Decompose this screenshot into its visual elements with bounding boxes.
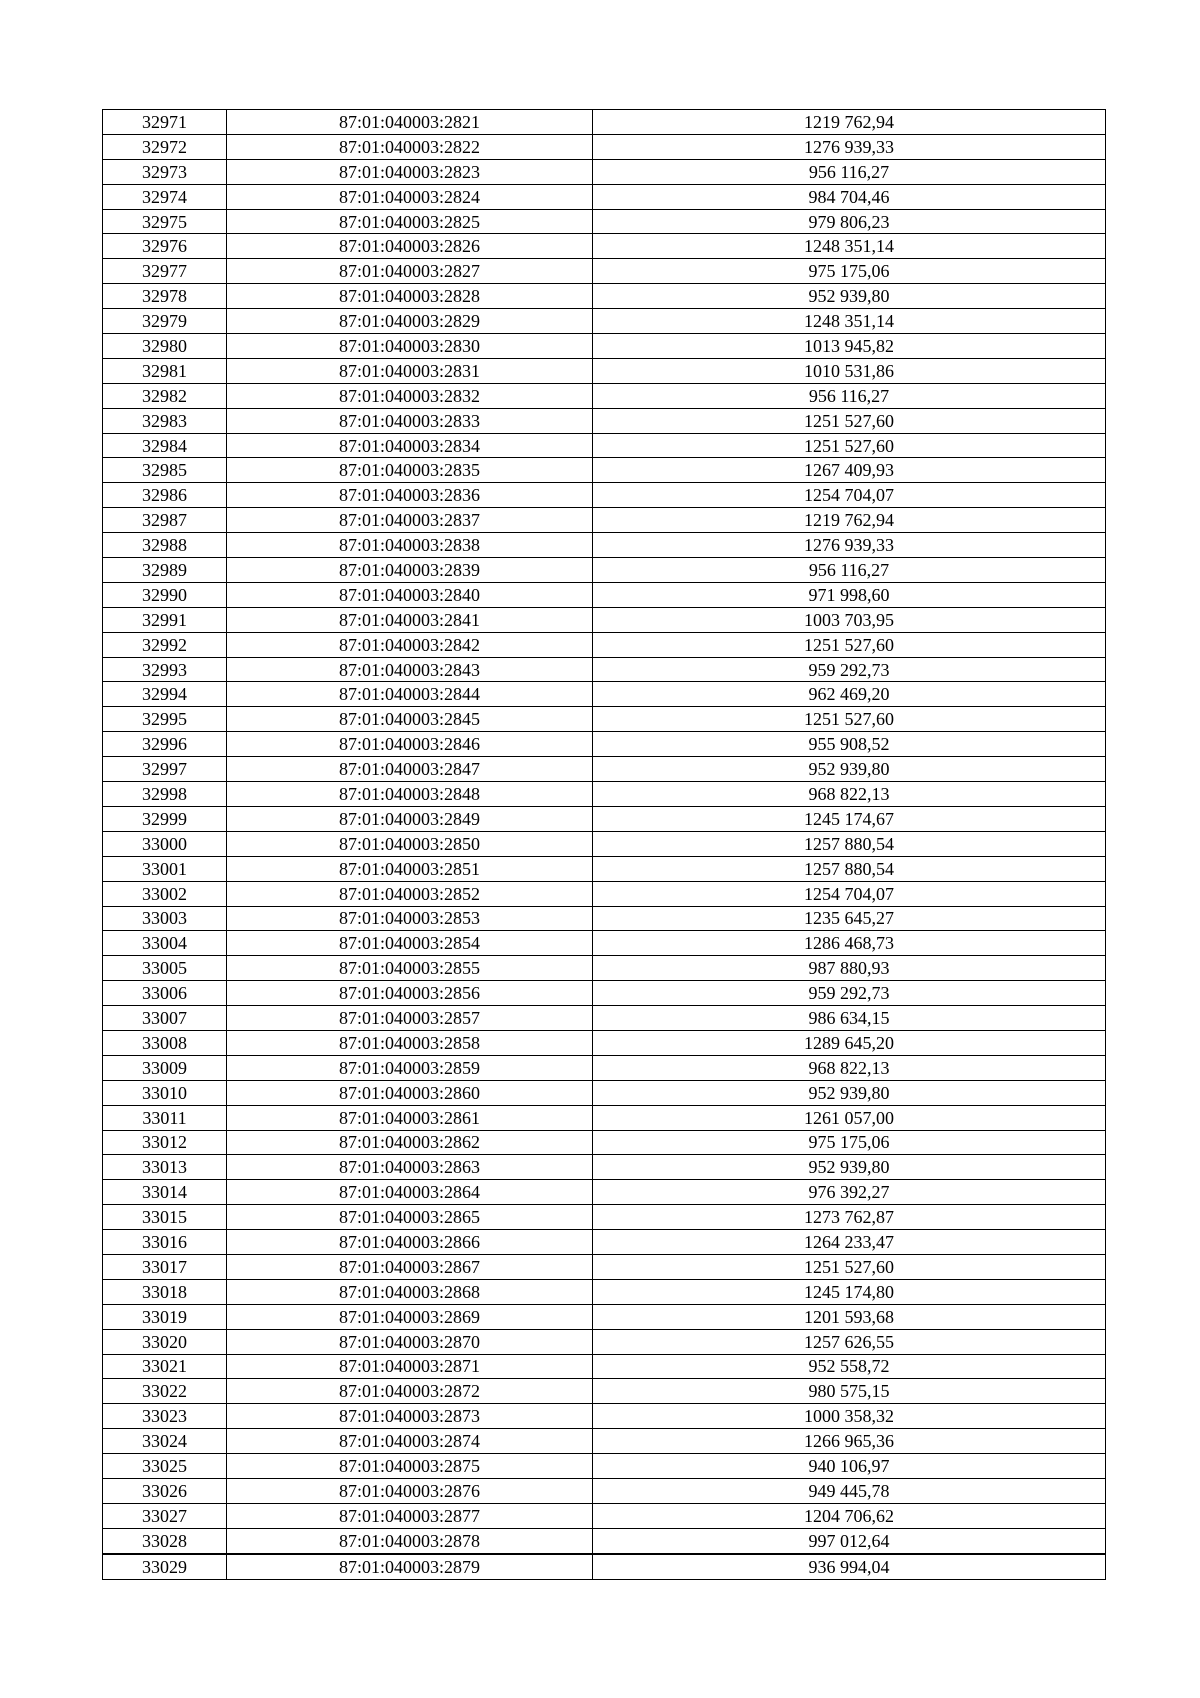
table-row <box>103 110 1106 135</box>
cadastral-number-cell: 87:01:040003:2839 <box>227 558 593 583</box>
table-row <box>103 707 1106 732</box>
table-row <box>103 1254 1106 1279</box>
cadastral-value-cell: 955 908,52 <box>593 732 1106 757</box>
cadastral-value-cell: 1204 706,62 <box>593 1503 1106 1528</box>
row-number-cell: 33013 <box>103 1155 227 1180</box>
row-number-cell: 33029 <box>103 1554 227 1579</box>
cadastral-value-cell: 1248 351,14 <box>593 309 1106 334</box>
row-number-cell: 32980 <box>103 334 227 359</box>
row-number-cell: 32976 <box>103 234 227 259</box>
cadastral-number-cell: 87:01:040003:2870 <box>227 1329 593 1354</box>
cadastral-number-cell: 87:01:040003:2832 <box>227 383 593 408</box>
row-number-cell: 32984 <box>103 433 227 458</box>
cadastral-value-cell: 952 939,80 <box>593 1155 1106 1180</box>
row-number-cell: 33023 <box>103 1404 227 1429</box>
cadastral-number-cell: 87:01:040003:2871 <box>227 1354 593 1379</box>
cadastral-value-cell: 1000 358,32 <box>593 1404 1106 1429</box>
cadastral-value-cell: 952 939,80 <box>593 757 1106 782</box>
cadastral-value-cell: 1245 174,80 <box>593 1279 1106 1304</box>
table-row <box>103 383 1106 408</box>
table-row <box>103 1554 1106 1579</box>
cadastral-number-cell: 87:01:040003:2825 <box>227 209 593 234</box>
cadastral-number-cell: 87:01:040003:2876 <box>227 1478 593 1503</box>
cadastral-number-cell: 87:01:040003:2848 <box>227 782 593 807</box>
table-row <box>103 1354 1106 1379</box>
row-number-cell: 33010 <box>103 1080 227 1105</box>
cadastral-value-cell: 971 998,60 <box>593 582 1106 607</box>
cadastral-number-cell: 87:01:040003:2840 <box>227 582 593 607</box>
table-row <box>103 1130 1106 1155</box>
row-number-cell: 33027 <box>103 1503 227 1528</box>
cadastral-number-cell: 87:01:040003:2868 <box>227 1279 593 1304</box>
table-row <box>103 508 1106 533</box>
table-row <box>103 806 1106 831</box>
table-row <box>103 682 1106 707</box>
table-row <box>103 1230 1106 1255</box>
row-number-cell: 33025 <box>103 1454 227 1479</box>
cadastral-number-cell: 87:01:040003:2864 <box>227 1180 593 1205</box>
row-number-cell: 33000 <box>103 831 227 856</box>
row-number-cell: 33016 <box>103 1230 227 1255</box>
row-number-cell: 33024 <box>103 1429 227 1454</box>
table-row <box>103 1528 1106 1553</box>
cadastral-value-cell: 1261 057,00 <box>593 1105 1106 1130</box>
row-number-cell: 33006 <box>103 981 227 1006</box>
table-row <box>103 1055 1106 1080</box>
cadastral-value-cell: 1257 880,54 <box>593 856 1106 881</box>
cadastral-value-cell: 956 116,27 <box>593 159 1106 184</box>
cadastral-number-cell: 87:01:040003:2877 <box>227 1503 593 1528</box>
table-row <box>103 259 1106 284</box>
row-number-cell: 32973 <box>103 159 227 184</box>
row-number-cell: 33022 <box>103 1379 227 1404</box>
row-number-cell: 32975 <box>103 209 227 234</box>
table-row <box>103 1030 1106 1055</box>
table-row <box>103 159 1106 184</box>
table-row <box>103 881 1106 906</box>
row-number-cell: 33021 <box>103 1354 227 1379</box>
cadastral-number-cell: 87:01:040003:2826 <box>227 234 593 259</box>
cadastral-number-cell: 87:01:040003:2865 <box>227 1205 593 1230</box>
table-row <box>103 931 1106 956</box>
cadastral-number-cell: 87:01:040003:2835 <box>227 458 593 483</box>
table-row <box>103 309 1106 334</box>
table-row <box>103 1105 1106 1130</box>
cadastral-number-cell: 87:01:040003:2859 <box>227 1055 593 1080</box>
row-number-cell: 33004 <box>103 931 227 956</box>
cadastral-value-cell: 1201 593,68 <box>593 1304 1106 1329</box>
row-number-cell: 32992 <box>103 632 227 657</box>
row-number-cell: 33002 <box>103 881 227 906</box>
row-number-cell: 32989 <box>103 558 227 583</box>
table-row <box>103 856 1106 881</box>
cadastral-number-cell: 87:01:040003:2828 <box>227 284 593 309</box>
cadastral-value-cell: 1266 965,36 <box>593 1429 1106 1454</box>
cadastral-value-cell: 1251 527,60 <box>593 632 1106 657</box>
row-number-cell: 32983 <box>103 408 227 433</box>
row-number-cell: 33018 <box>103 1279 227 1304</box>
row-number-cell: 32997 <box>103 757 227 782</box>
cadastral-value-cell: 956 116,27 <box>593 558 1106 583</box>
row-number-cell: 32982 <box>103 383 227 408</box>
cadastral-number-cell: 87:01:040003:2858 <box>227 1030 593 1055</box>
cadastral-value-cell: 997 012,64 <box>593 1528 1106 1553</box>
cadastral-number-cell: 87:01:040003:2834 <box>227 433 593 458</box>
cadastral-number-cell: 87:01:040003:2830 <box>227 334 593 359</box>
row-number-cell: 32985 <box>103 458 227 483</box>
cadastral-value-cell: 1251 527,60 <box>593 433 1106 458</box>
row-number-cell: 32996 <box>103 732 227 757</box>
cadastral-number-cell: 87:01:040003:2855 <box>227 956 593 981</box>
cadastral-number-cell: 87:01:040003:2827 <box>227 259 593 284</box>
row-number-cell: 32987 <box>103 508 227 533</box>
cadastral-value-cell: 952 558,72 <box>593 1354 1106 1379</box>
cadastral-value-cell: 987 880,93 <box>593 956 1106 981</box>
cadastral-number-cell: 87:01:040003:2844 <box>227 682 593 707</box>
cadastral-value-cell: 1257 880,54 <box>593 831 1106 856</box>
row-number-cell: 33011 <box>103 1105 227 1130</box>
cadastral-value-cell: 1251 527,60 <box>593 707 1106 732</box>
cadastral-number-cell: 87:01:040003:2853 <box>227 906 593 931</box>
table-row <box>103 1478 1106 1503</box>
table-row <box>103 632 1106 657</box>
cadastral-number-cell: 87:01:040003:2852 <box>227 881 593 906</box>
row-number-cell: 32978 <box>103 284 227 309</box>
cadastral-number-cell: 87:01:040003:2863 <box>227 1155 593 1180</box>
table-row <box>103 1080 1106 1105</box>
table-row <box>103 1329 1106 1354</box>
table-row <box>103 657 1106 682</box>
row-number-cell: 33007 <box>103 1006 227 1031</box>
cadastral-value-cell: 1219 762,94 <box>593 110 1106 135</box>
table-row <box>103 782 1106 807</box>
table-row <box>103 1205 1106 1230</box>
table-row <box>103 234 1106 259</box>
cadastral-number-cell: 87:01:040003:2831 <box>227 358 593 383</box>
cadastral-value-cell: 1251 527,60 <box>593 1254 1106 1279</box>
cadastral-value-cell: 986 634,15 <box>593 1006 1106 1031</box>
cadastral-value-cell: 956 116,27 <box>593 383 1106 408</box>
row-number-cell: 32971 <box>103 110 227 135</box>
cadastral-number-cell: 87:01:040003:2836 <box>227 483 593 508</box>
row-number-cell: 33003 <box>103 906 227 931</box>
table-row <box>103 533 1106 558</box>
cadastral-value-cell: 1273 762,87 <box>593 1205 1106 1230</box>
row-number-cell: 32981 <box>103 358 227 383</box>
cadastral-number-cell: 87:01:040003:2857 <box>227 1006 593 1031</box>
row-number-cell: 32990 <box>103 582 227 607</box>
cadastral-value-cell: 936 994,04 <box>593 1554 1106 1579</box>
table-row <box>103 1279 1106 1304</box>
table-row <box>103 184 1106 209</box>
table-body <box>103 110 1106 1580</box>
table-row <box>103 1429 1106 1454</box>
cadastral-number-cell: 87:01:040003:2869 <box>227 1304 593 1329</box>
table-row <box>103 607 1106 632</box>
row-number-cell: 32991 <box>103 607 227 632</box>
cadastral-number-cell: 87:01:040003:2821 <box>227 110 593 135</box>
row-number-cell: 33028 <box>103 1528 227 1553</box>
cadastral-number-cell: 87:01:040003:2862 <box>227 1130 593 1155</box>
cadastral-number-cell: 87:01:040003:2842 <box>227 632 593 657</box>
table-row <box>103 433 1106 458</box>
row-number-cell: 33019 <box>103 1304 227 1329</box>
cadastral-number-cell: 87:01:040003:2872 <box>227 1379 593 1404</box>
table-row <box>103 558 1106 583</box>
cadastral-number-cell: 87:01:040003:2823 <box>227 159 593 184</box>
cadastral-number-cell: 87:01:040003:2875 <box>227 1454 593 1479</box>
row-number-cell: 33020 <box>103 1329 227 1354</box>
cadastral-number-cell: 87:01:040003:2824 <box>227 184 593 209</box>
cadastral-value-cell: 975 175,06 <box>593 1130 1106 1155</box>
table-row <box>103 209 1106 234</box>
table-row <box>103 1304 1106 1329</box>
row-number-cell: 32999 <box>103 806 227 831</box>
cadastral-value-cell: 979 806,23 <box>593 209 1106 234</box>
cadastral-value-cell: 940 106,97 <box>593 1454 1106 1479</box>
cadastral-value-cell: 1276 939,33 <box>593 533 1106 558</box>
cadastral-number-cell: 87:01:040003:2822 <box>227 134 593 159</box>
cadastral-number-cell: 87:01:040003:2878 <box>227 1528 593 1553</box>
cadastral-value-cell: 976 392,27 <box>593 1180 1106 1205</box>
cadastral-number-cell: 87:01:040003:2879 <box>227 1554 593 1579</box>
cadastral-number-cell: 87:01:040003:2845 <box>227 707 593 732</box>
cadastral-value-cell: 1003 703,95 <box>593 607 1106 632</box>
cadastral-number-cell: 87:01:040003:2874 <box>227 1429 593 1454</box>
row-number-cell: 32988 <box>103 533 227 558</box>
row-number-cell: 33005 <box>103 956 227 981</box>
table-row <box>103 831 1106 856</box>
cadastral-value-cell: 1254 704,07 <box>593 483 1106 508</box>
table-row <box>103 134 1106 159</box>
cadastral-value-cell: 984 704,46 <box>593 184 1106 209</box>
cadastral-number-cell: 87:01:040003:2867 <box>227 1254 593 1279</box>
cadastral-value-cell: 1264 233,47 <box>593 1230 1106 1255</box>
row-number-cell: 32974 <box>103 184 227 209</box>
cadastral-number-cell: 87:01:040003:2833 <box>227 408 593 433</box>
cadastral-value-cell: 1248 351,14 <box>593 234 1106 259</box>
table-row <box>103 358 1106 383</box>
cadastral-value-cell: 975 175,06 <box>593 259 1106 284</box>
table-row <box>103 458 1106 483</box>
table-row <box>103 1155 1106 1180</box>
cadastral-value-cell: 1013 945,82 <box>593 334 1106 359</box>
cadastral-value-cell: 962 469,20 <box>593 682 1106 707</box>
cadastral-value-cell: 968 822,13 <box>593 782 1106 807</box>
row-number-cell: 32979 <box>103 309 227 334</box>
table-row <box>103 1180 1106 1205</box>
cadastral-number-cell: 87:01:040003:2861 <box>227 1105 593 1130</box>
table-row <box>103 1503 1106 1528</box>
table-row <box>103 1454 1106 1479</box>
table-row <box>103 408 1106 433</box>
table-row <box>103 981 1106 1006</box>
cadastral-value-cell: 949 445,78 <box>593 1478 1106 1503</box>
table-row <box>103 757 1106 782</box>
cadastral-number-cell: 87:01:040003:2851 <box>227 856 593 881</box>
row-number-cell: 32998 <box>103 782 227 807</box>
cadastral-value-table <box>102 109 1106 1580</box>
cadastral-number-cell: 87:01:040003:2849 <box>227 806 593 831</box>
row-number-cell: 33008 <box>103 1030 227 1055</box>
row-number-cell: 32972 <box>103 134 227 159</box>
table-row <box>103 956 1106 981</box>
row-number-cell: 33026 <box>103 1478 227 1503</box>
row-number-cell: 32993 <box>103 657 227 682</box>
row-number-cell: 33012 <box>103 1130 227 1155</box>
cadastral-number-cell: 87:01:040003:2860 <box>227 1080 593 1105</box>
cadastral-number-cell: 87:01:040003:2850 <box>227 831 593 856</box>
cadastral-value-cell: 1251 527,60 <box>593 408 1106 433</box>
cadastral-number-cell: 87:01:040003:2841 <box>227 607 593 632</box>
cadastral-number-cell: 87:01:040003:2837 <box>227 508 593 533</box>
table-row <box>103 284 1106 309</box>
table-row <box>103 906 1106 931</box>
cadastral-value-cell: 1276 939,33 <box>593 134 1106 159</box>
cadastral-value-cell: 1257 626,55 <box>593 1329 1106 1354</box>
row-number-cell: 33014 <box>103 1180 227 1205</box>
cadastral-number-cell: 87:01:040003:2873 <box>227 1404 593 1429</box>
cadastral-value-cell: 1235 645,27 <box>593 906 1106 931</box>
cadastral-value-cell: 1254 704,07 <box>593 881 1106 906</box>
table-row <box>103 1006 1106 1031</box>
cadastral-value-cell: 1286 468,73 <box>593 931 1106 956</box>
row-number-cell: 32986 <box>103 483 227 508</box>
cadastral-value-cell: 1219 762,94 <box>593 508 1106 533</box>
cadastral-value-cell: 1267 409,93 <box>593 458 1106 483</box>
row-number-cell: 32977 <box>103 259 227 284</box>
cadastral-value-cell: 980 575,15 <box>593 1379 1106 1404</box>
table-row <box>103 1404 1106 1429</box>
cadastral-number-cell: 87:01:040003:2829 <box>227 309 593 334</box>
table-row <box>103 1379 1106 1404</box>
cadastral-value-cell: 952 939,80 <box>593 284 1106 309</box>
cadastral-number-cell: 87:01:040003:2838 <box>227 533 593 558</box>
table-row <box>103 732 1106 757</box>
cadastral-value-cell: 1010 531,86 <box>593 358 1106 383</box>
row-number-cell: 33001 <box>103 856 227 881</box>
row-number-cell: 33017 <box>103 1254 227 1279</box>
cadastral-number-cell: 87:01:040003:2856 <box>227 981 593 1006</box>
row-number-cell: 33009 <box>103 1055 227 1080</box>
cadastral-number-cell: 87:01:040003:2846 <box>227 732 593 757</box>
row-number-cell: 32995 <box>103 707 227 732</box>
row-number-cell: 32994 <box>103 682 227 707</box>
table-row <box>103 334 1106 359</box>
cadastral-number-cell: 87:01:040003:2847 <box>227 757 593 782</box>
table-row <box>103 483 1106 508</box>
row-number-cell: 33015 <box>103 1205 227 1230</box>
cadastral-value-cell: 968 822,13 <box>593 1055 1106 1080</box>
cadastral-value-cell: 1289 645,20 <box>593 1030 1106 1055</box>
cadastral-value-cell: 959 292,73 <box>593 981 1106 1006</box>
cadastral-number-cell: 87:01:040003:2866 <box>227 1230 593 1255</box>
table-row <box>103 582 1106 607</box>
cadastral-number-cell: 87:01:040003:2843 <box>227 657 593 682</box>
cadastral-number-cell: 87:01:040003:2854 <box>227 931 593 956</box>
cadastral-value-cell: 952 939,80 <box>593 1080 1106 1105</box>
cadastral-value-cell: 959 292,73 <box>593 657 1106 682</box>
cadastral-value-cell: 1245 174,67 <box>593 806 1106 831</box>
